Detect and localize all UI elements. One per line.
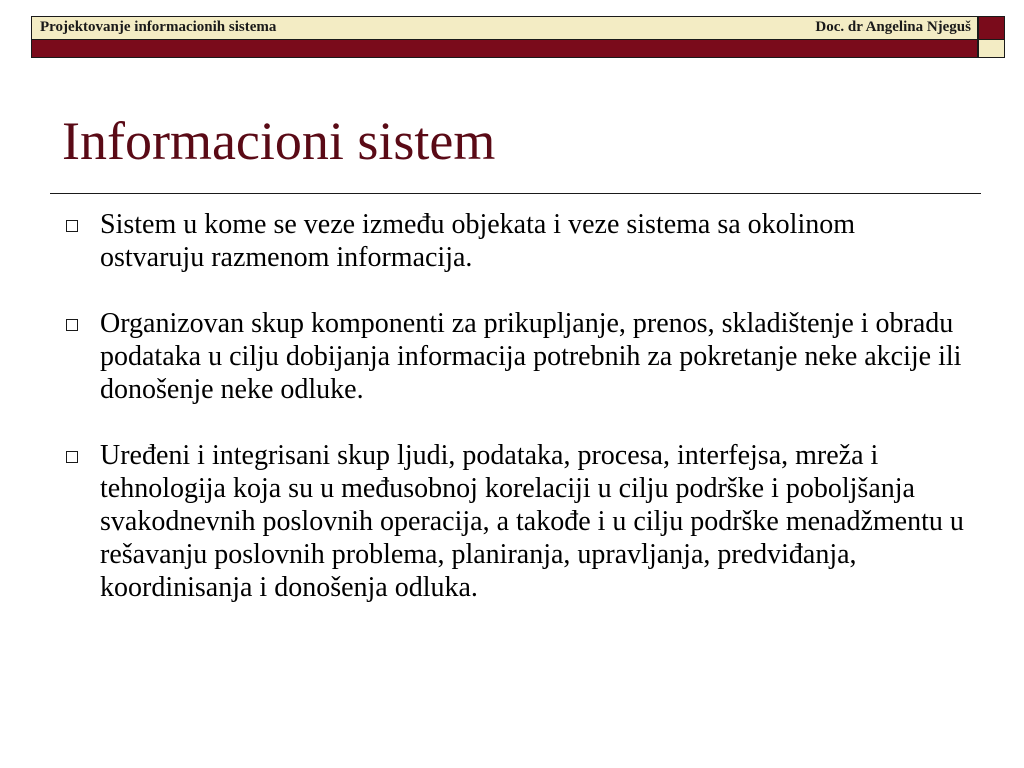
slide-title: Informacioni sistem: [62, 111, 496, 171]
bullet-item: [66, 307, 966, 406]
title-divider: [50, 193, 981, 194]
course-title: Projektovanje informacionih sistema: [40, 19, 277, 35]
author-name: Doc. dr Angelina Njeguš: [815, 19, 971, 35]
bullet-list: [66, 208, 966, 637]
bullet-text: Uređeni i integrisani skup ljudi, podataka, procesa, interfejsa, mreža i tehnologija koja su u međusobnoj korelaciji u cilju podrške i poboljšanja svakodnevnih poslovnih operacija, a takođe i u cilju podrške menadžmentu u rešavanju poslovnih problema, planiranja, upravljanja, predviđanja, koordinisanja i donošenja odluka.: [100, 440, 964, 603]
header-bar: [31, 16, 978, 40]
bullet-text: Organizovan skup komponenti za prikupljanje, prenos, skladištenje i obradu podataka u cilju dobijanja informacija potrebnih za pokretanje neke akcije ili donošenje neke odluke.: [100, 308, 962, 405]
hollow-square-icon: [66, 220, 78, 232]
bullet-text: Sistem u kome se veze između objekata i veze sistema sa okolinom ostvaruju razmenom informacija.: [100, 209, 856, 273]
corner-decoration-top: [978, 16, 1005, 40]
bullet-item: [66, 439, 966, 604]
corner-decoration-bottom: [978, 40, 1005, 58]
hollow-square-icon: [66, 451, 78, 463]
header-accent-band: [31, 40, 978, 58]
hollow-square-icon: [66, 319, 78, 331]
bullet-item: [66, 208, 966, 274]
